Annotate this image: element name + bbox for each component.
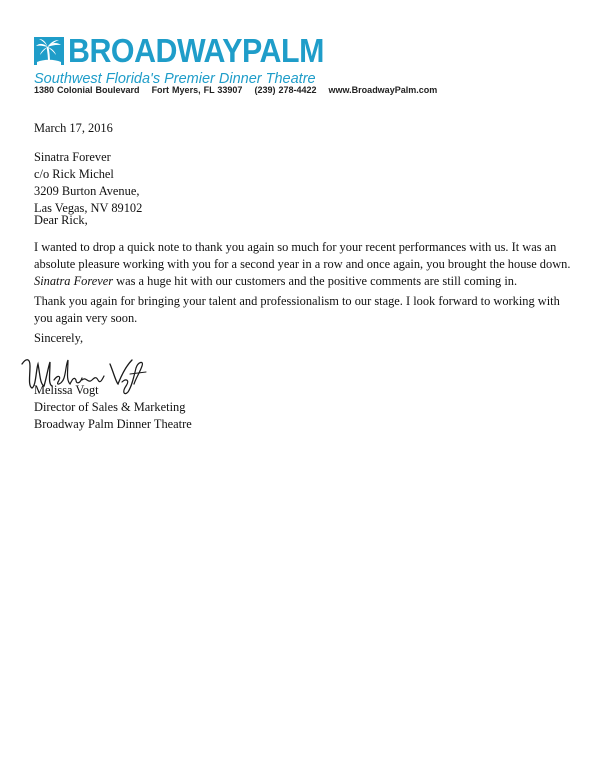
paragraph-2-text: Thank you again for bringing your talent and professionalism to our stage. I look forward to working with you again very soon. [34,294,560,325]
closing: Sincerely, [34,331,84,345]
show-title: Sinatra Forever [34,274,114,288]
recipient-care-of: c/o Rick Michel [34,167,114,181]
letter-date: March 17, 2016 [34,121,113,135]
paragraph-1-part-b: was a huge hit with our customers and the positive comments are still coming in. [116,274,518,288]
paragraph-1-part-a: I wanted to drop a quick note to thank you again so much for your recent performances with us. It was an absolute pleasure working with you for a second year in a row and once again, you brought the house down. [34,240,571,271]
signer-name: Melissa Vogt [34,383,99,397]
paragraph-1 [34,239,574,290]
contact-line [34,85,446,96]
website-link[interactable]: www.BroadwayPalm.com [328,85,438,95]
signer-title: Director of Sales & Marketing [34,400,186,414]
paragraph-1-text [34,239,574,290]
tagline: Southwest Florida's Premier Dinner Theatre [34,71,316,87]
signer-organization: Broadway Palm Dinner Theatre [34,417,192,431]
signer-block [34,382,192,433]
recipient-address [34,149,574,217]
recipient-street: 3209 Burton Avenue, [34,184,140,198]
paragraph-2 [34,293,574,327]
palm-tree-logo-icon [34,37,64,65]
street-address: 1380 Colonial Boulevard [34,85,140,95]
brand-name: BROADWAYPALM [68,32,324,69]
recipient-name: Sinatra Forever [34,150,111,164]
letterhead [34,32,574,97]
salutation: Dear Rick, [34,213,88,227]
recipient-city: Las Vegas, NV 89102 [34,201,143,215]
city-state-zip: Fort Myers, FL 33907 [151,85,243,95]
phone-number: (239) 278-4422 [254,85,317,95]
